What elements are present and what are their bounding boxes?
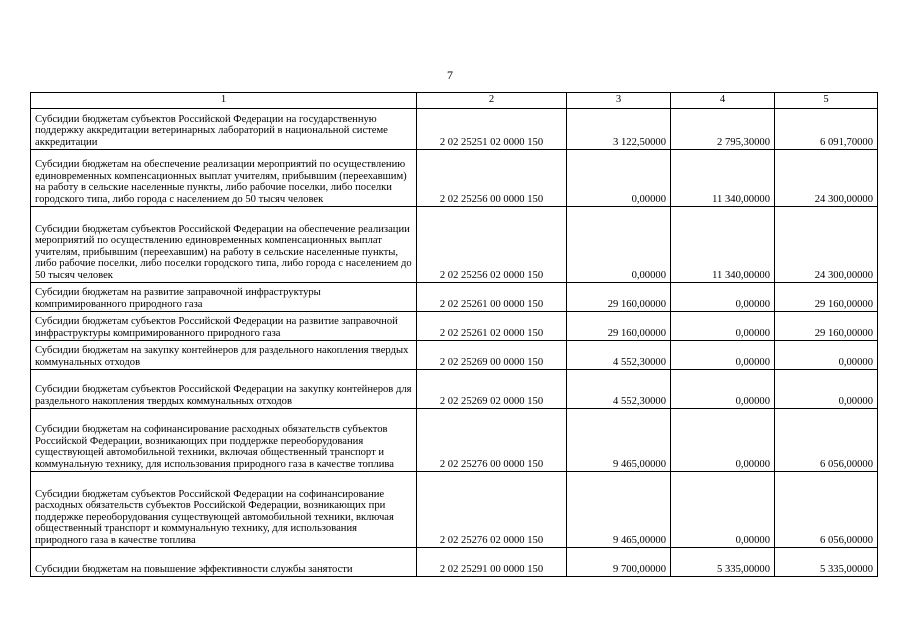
amount-cell: 24 300,00000 xyxy=(775,207,878,283)
table-header-row xyxy=(31,93,878,109)
budget-code-cell: 2 02 25261 02 0000 150 xyxy=(417,312,567,341)
amount-cell: 4 552,30000 xyxy=(567,370,671,409)
amount-cell: 29 160,00000 xyxy=(775,283,878,312)
budget-code-cell: 2 02 25269 02 0000 150 xyxy=(417,370,567,409)
amount-cell: 0,00000 xyxy=(567,207,671,283)
budget-code-cell: 2 02 25251 02 0000 150 xyxy=(417,109,567,150)
amount-cell: 29 160,00000 xyxy=(775,312,878,341)
table-row xyxy=(31,312,878,341)
column-header: 4 xyxy=(671,93,775,109)
budget-code-cell: 2 02 25291 00 0000 150 xyxy=(417,548,567,577)
table-row xyxy=(31,283,878,312)
amount-cell: 2 795,30000 xyxy=(671,109,775,150)
amount-cell: 0,00000 xyxy=(671,472,775,548)
amount-cell: 6 056,00000 xyxy=(775,409,878,472)
amount-cell: 29 160,00000 xyxy=(567,283,671,312)
amount-cell: 0,00000 xyxy=(671,370,775,409)
table-row xyxy=(31,207,878,283)
amount-cell: 29 160,00000 xyxy=(567,312,671,341)
description-cell: Субсидии бюджетам субъектов Российской Федерации на закупку контейнеров для раздельного накопления твердых коммунальных отходов xyxy=(31,370,417,409)
budget-code-cell: 2 02 25256 02 0000 150 xyxy=(417,207,567,283)
description-cell: Субсидии бюджетам на обеспечение реализации мероприятий по осуществлению единовременных компенсационных выплат учителям, прибывшим (переехавшим) на работу в сельские населенные пункты, либо рабочие поселки, либо поселки городского типа, либо города с населением до 50 тысяч человек xyxy=(31,150,417,207)
table-row xyxy=(31,548,878,577)
column-header: 3 xyxy=(567,93,671,109)
budget-code-cell: 2 02 25276 00 0000 150 xyxy=(417,409,567,472)
table-row xyxy=(31,409,878,472)
description-cell: Субсидии бюджетам на развитие заправочной инфраструктуры компримированного природного газа xyxy=(31,283,417,312)
amount-cell: 0,00000 xyxy=(671,409,775,472)
amount-cell: 11 340,00000 xyxy=(671,207,775,283)
column-header: 1 xyxy=(31,93,417,109)
page-number: 7 xyxy=(447,68,453,82)
description-cell: Субсидии бюджетам субъектов Российской Федерации на государственную поддержку аккредитации ветеринарных лабораторий в национальной системе аккредитации xyxy=(31,109,417,150)
description-cell: Субсидии бюджетам субъектов Российской Федерации на софинансирование расходных обязательств субъектов Российской Федерации, возникающих при поддержке переоборудования существующей автомобильной техники, включая общественный транспорт и коммунальную технику, для использования природного газа в качестве топлива xyxy=(31,472,417,548)
amount-cell: 9 700,00000 xyxy=(567,548,671,577)
description-cell: Субсидии бюджетам субъектов Российской Федерации на обеспечение реализации мероприятий по осуществлению единовременных компенсационных выплат учителям, прибывшим (переехавшим) на работу в сельские населенные пункты, либо рабочие поселки, либо поселки городского типа, либо города с населением до 50 тысяч человек xyxy=(31,207,417,283)
amount-cell: 3 122,50000 xyxy=(567,109,671,150)
description-cell: Субсидии бюджетам на закупку контейнеров для раздельного накопления твердых коммунальных отходов xyxy=(31,341,417,370)
amount-cell: 9 465,00000 xyxy=(567,472,671,548)
table-row xyxy=(31,341,878,370)
table-row xyxy=(31,472,878,548)
amount-cell: 4 552,30000 xyxy=(567,341,671,370)
column-header: 5 xyxy=(775,93,878,109)
amount-cell: 5 335,00000 xyxy=(775,548,878,577)
amount-cell: 11 340,00000 xyxy=(671,150,775,207)
amount-cell: 6 091,70000 xyxy=(775,109,878,150)
budget-code-cell: 2 02 25269 00 0000 150 xyxy=(417,341,567,370)
table-row xyxy=(31,370,878,409)
description-cell: Субсидии бюджетам на повышение эффективности службы занятости xyxy=(31,548,417,577)
amount-cell: 0,00000 xyxy=(567,150,671,207)
budget-table xyxy=(30,92,878,577)
amount-cell: 0,00000 xyxy=(671,312,775,341)
amount-cell: 6 056,00000 xyxy=(775,472,878,548)
table-row xyxy=(31,109,878,150)
amount-cell: 5 335,00000 xyxy=(671,548,775,577)
budget-code-cell: 2 02 25276 02 0000 150 xyxy=(417,472,567,548)
amount-cell: 0,00000 xyxy=(671,341,775,370)
amount-cell: 0,00000 xyxy=(671,283,775,312)
amount-cell: 24 300,00000 xyxy=(775,150,878,207)
amount-cell: 0,00000 xyxy=(775,370,878,409)
column-header: 2 xyxy=(417,93,567,109)
budget-code-cell: 2 02 25261 00 0000 150 xyxy=(417,283,567,312)
amount-cell: 9 465,00000 xyxy=(567,409,671,472)
table-row xyxy=(31,150,878,207)
description-cell: Субсидии бюджетам на софинансирование расходных обязательств субъектов Российской Федерации, возникающих при поддержке переоборудования существующей автомобильной техники, включая общественный транспорт и коммунальную технику, для использования природного газа в качестве топлива xyxy=(31,409,417,472)
budget-code-cell: 2 02 25256 00 0000 150 xyxy=(417,150,567,207)
description-cell: Субсидии бюджетам субъектов Российской Федерации на развитие заправочной инфраструктуры компримированного природного газа xyxy=(31,312,417,341)
amount-cell: 0,00000 xyxy=(775,341,878,370)
